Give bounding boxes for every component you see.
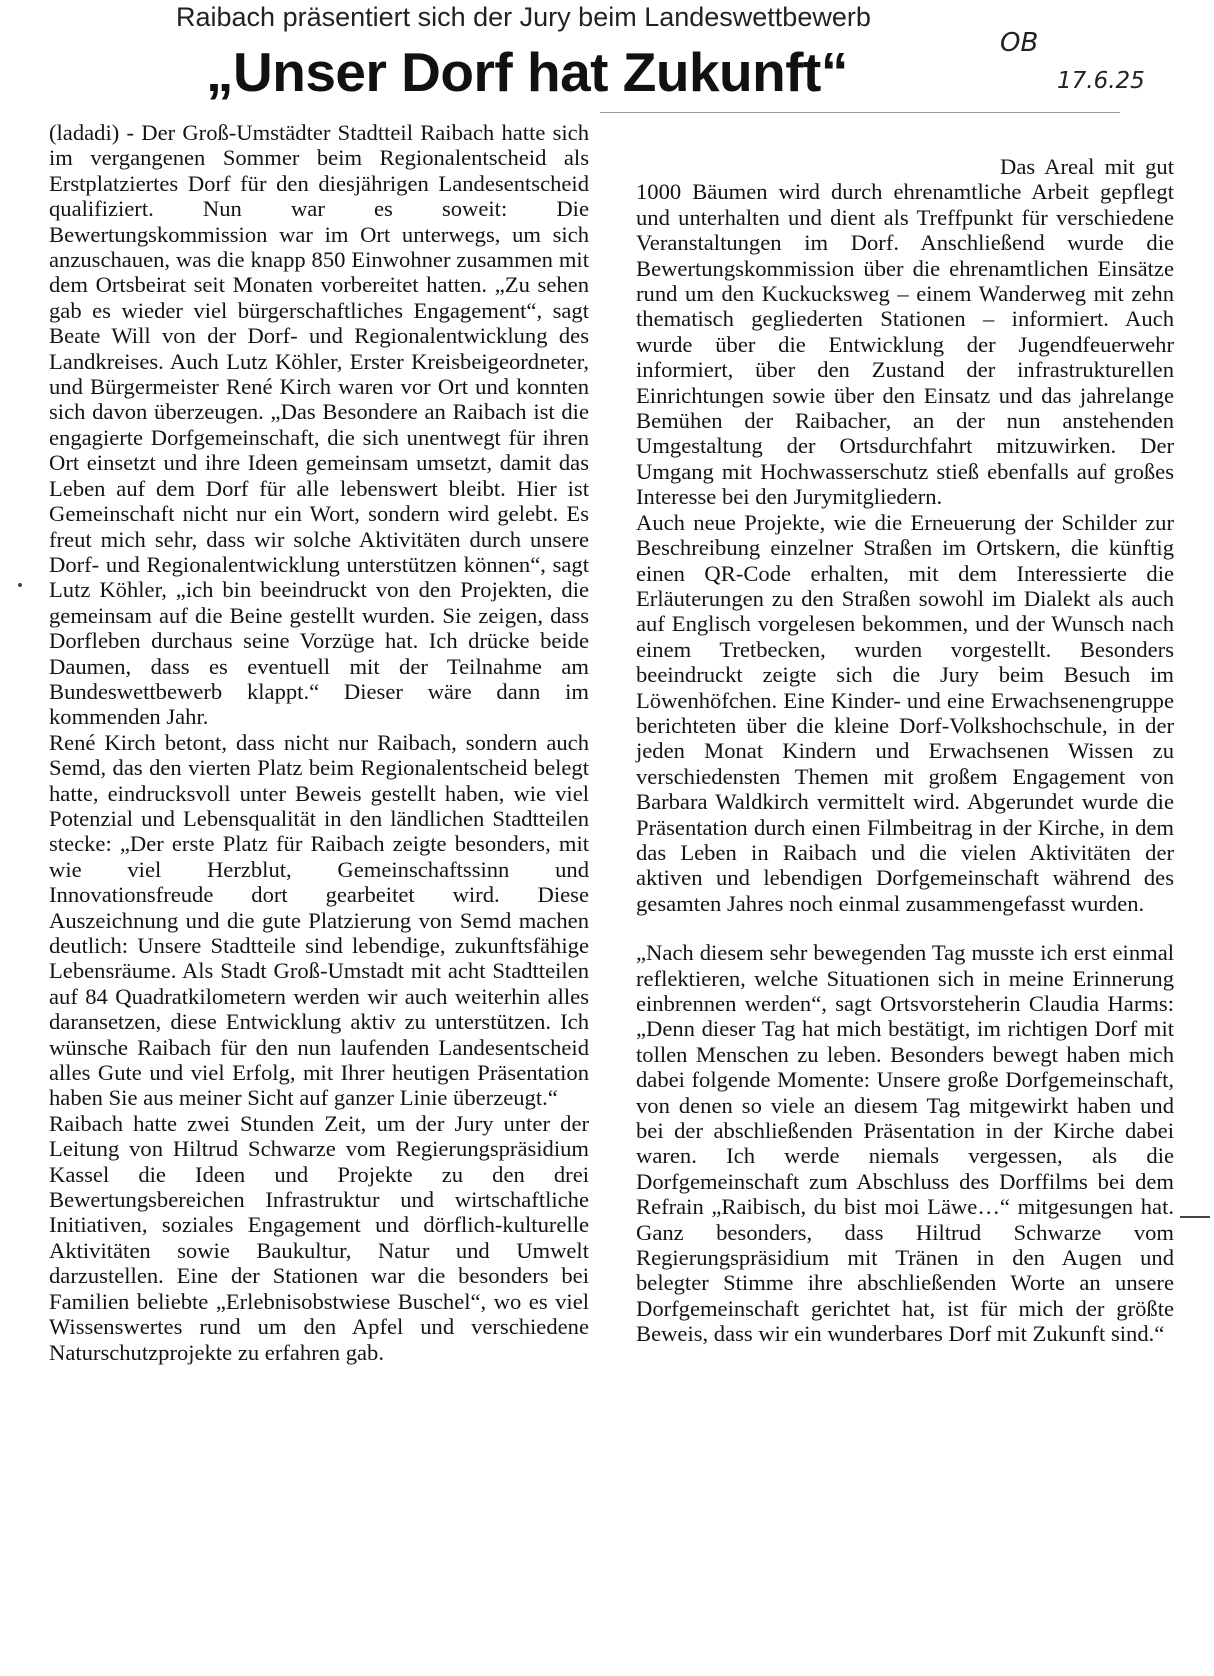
- article-paragraph: „Nach diesem sehr bewegenden Tag musste ich erst einmal reflektieren, welche Situationen sich in meine Erinnerung einbrennen werden“, sagt Ortsvorsteherin Claudia Harms: „Denn dieser Tag hat mich bestätigt, im richtigen Dorf mit tollen Menschen zu leben. Besonders bewegt haben mich dabei folgende Momente: Unsere große Dorfgemeinschaft, von denen so viele an diesem Tag mitgewirkt haben und bei der abschließenden Präsentation in der Kirche dabei waren. Ich werde niemals vergessen, als die Dorfgemeinschaft zum Abschluss des Dorffilms bei dem Refrain „Raibisch, du bist moi Läwe…“ mitgesungen hat. Ganz besonders, dass Hiltrud Schwarze vom Regierungspräsidium mit Tränen in den Augen und belegter Stimme ihre abschließenden Worte an unsere Dorfgemeinschaft gerichtet hat, ist für mich der größte Beweis, dass wir ein wunderbares Dorf mit Zukunft sind.“: [636, 940, 1174, 1347]
- handwritten-initials: OB: [1000, 28, 1039, 58]
- article-column-right: [636, 120, 1174, 1347]
- article-paragraph: Raibach hatte zwei Stunden Zeit, um der Jury unter der Leitung von Hiltrud Schwarze vom Regierungspräsidium Kassel die Ideen und Projekte zu den drei Bewertungsbereichen Infrastruktur und wirtschaftliche Initiativen, soziales Engagement und dörflich-kulturelle Aktivitäten sowie Baukultur, Natur und Umwelt darzustellen. Eine der Stationen war die besonders bei Familien beliebte „Erlebnisobstwiese Buschel“, wo es viel Wissenswertes rund um den Apfel und verschiedene Naturschutzprojekte zu erfahren gab.: [49, 1110, 589, 1365]
- scan-speck: [18, 583, 22, 587]
- handwritten-date: 17.6.25: [1057, 68, 1145, 94]
- article-paragraph: (ladadi) - Der Groß-Umstädter Stadtteil Raibach hatte sich im vergangenen Sommer beim Regionalentscheid als Erstplatziertes Dorf für den diesjährigen Landesentscheid qualifiziert. Nun war es soweit: Die Bewertungskommission war im Ort unterwegs, um sich anzuschauen, was die knapp 850 Einwohner zusammen mit dem Ortsbeirat seit Monaten vorbereitet hatten. „Zu sehen gab es wieder viel bürgerschaftliches Engagement“, sagt Beate Will von der Dorf- und Regionalentwicklung des Landkreises. Auch Lutz Köhler, Erster Kreisbeigeordneter, und Bürgermeister René Kirch waren vor Ort und konnten sich davon überzeugen. „Das Besondere an Raibach ist die engagierte Dorfgemeinschaft, die sich unentwegt für ihren Ort einsetzt und ihre Ideen gemeinsam umsetzt, damit das Leben auf dem Dorf für alle lebenswert bleibt. Hier ist Gemeinschaft nicht nur ein Wort, sondern wird gelebt. Es freut mich sehr, dass wir solche Aktivitäten durch unsere Dorf- und Regionalentwicklung unterstützen können“, sagt Lutz Köhler, „ich bin beeindruckt von den Projekten, die gemeinsam auf die Beine gestellt wurden. Sie zeigen, dass Dorfleben durchaus seine Vorzüge hat. Ich drücke beide Daumen, dass es eventuell mit der Teilnahme am Bundeswettbewerb klappt.“ Dieser wäre dann im kommenden Jahr.: [49, 120, 589, 730]
- article-paragraph: René Kirch betont, dass nicht nur Raibach, sondern auch Semd, das den vierten Platz beim Regionalentscheid belegt hatte, eindrucksvoll unter Beweis gestellt haben, wie viel Potenzial und Lebensqualität in den ländlichen Stadtteilen stecke: „Der erste Platz für Raibach zeigte besonders, mit wie viel Herzblut, Gemeinschaftssinn und Innovationsfreude dort gearbeitet wird. Diese Auszeichnung und die gute Platzierung von Semd machen deutlich: Unsere Stadtteile sind lebendige, zukunftsfähige Lebensräume. Als Stadt Groß-Umstadt mit acht Stadtteilen auf 84 Quadratkilometern werden wir auch weiterhin alles daransetzen, diese Entwicklung aktiv zu unterstützen. Ich wünsche Raibach für den nun laufenden Landesentscheid alles Gute und viel Erfolg, mit Ihrer heutigen Präsentation haben Sie aus meiner Sicht auf ganzer Linie überzeugt.“: [49, 729, 589, 1111]
- article-paragraph: Auch neue Projekte, wie die Erneuerung der Schilder zur Beschreibung einzelner Straßen im Ortskern, die künftig einen QR-Code erhalten, mit dem Interessierte die Erläuterungen zu den Straßen sowohl im Dialekt als auch auf Englisch vorgelesen bekommen, und der Wunsch nach einem Tretbecken, wurden vorgestellt. Besonders beeindruckt zeigte sich die Jury beim Besuch im Löwenhöfchen. Eine Kinder- und eine Erwachsenengruppe berichteten über die kleine Dorf-Volkshochschule, in der jeden Monat Kindern und Erwachsenen Wissen zu verschiedensten Themen mit großem Engagement von Barbara Waldkirch vermittelt wird. Abgerundet wurde die Präsentation durch einen Filmbeitrag in der Kirche, in dem das Leben in Raibach und die vielen Aktivitäten der aktiven und lebendigen Dorfgemeinschaft während des gesamten Jahres noch einmal zusammengefasst wurden.: [636, 509, 1174, 916]
- headline: „Unser Dorf hat Zukunft“: [206, 41, 848, 103]
- header-rule: [600, 112, 1120, 113]
- kicker: Raibach präsentiert sich der Jury beim Landeswettbewerb: [176, 2, 871, 32]
- article-paragraph: Das Areal mit gut 1000 Bäumen wird durch ehrenamtliche Arbeit gepflegt und unterhalten und dient als Treffpunkt für verschiedene Veranstaltungen im Dorf. Anschließend wurde die Bewertungskommission über die ehrenamtlichen Einsätze rund um den Kuckucksweg – einem Wanderweg mit zehn thematisch gegliederten Stationen – informiert. Auch wurde über die Entwicklung der Jugendfeuerwehr informiert, über den Zustand der infrastrukturellen Einrichtungen sowie über den Einsatz und das jahrelange Bemühen der Raibacher, an der nun anstehenden Umgestaltung der Ortsdurchfahrt mitzuwirken. Der Umgang mit Hochwasserschutz stieß ebenfalls auf großes Interesse bei den Jurymitgliedern.: [636, 154, 1174, 510]
- margin-mark: [1180, 1216, 1210, 1218]
- article-column-left: [49, 120, 589, 1365]
